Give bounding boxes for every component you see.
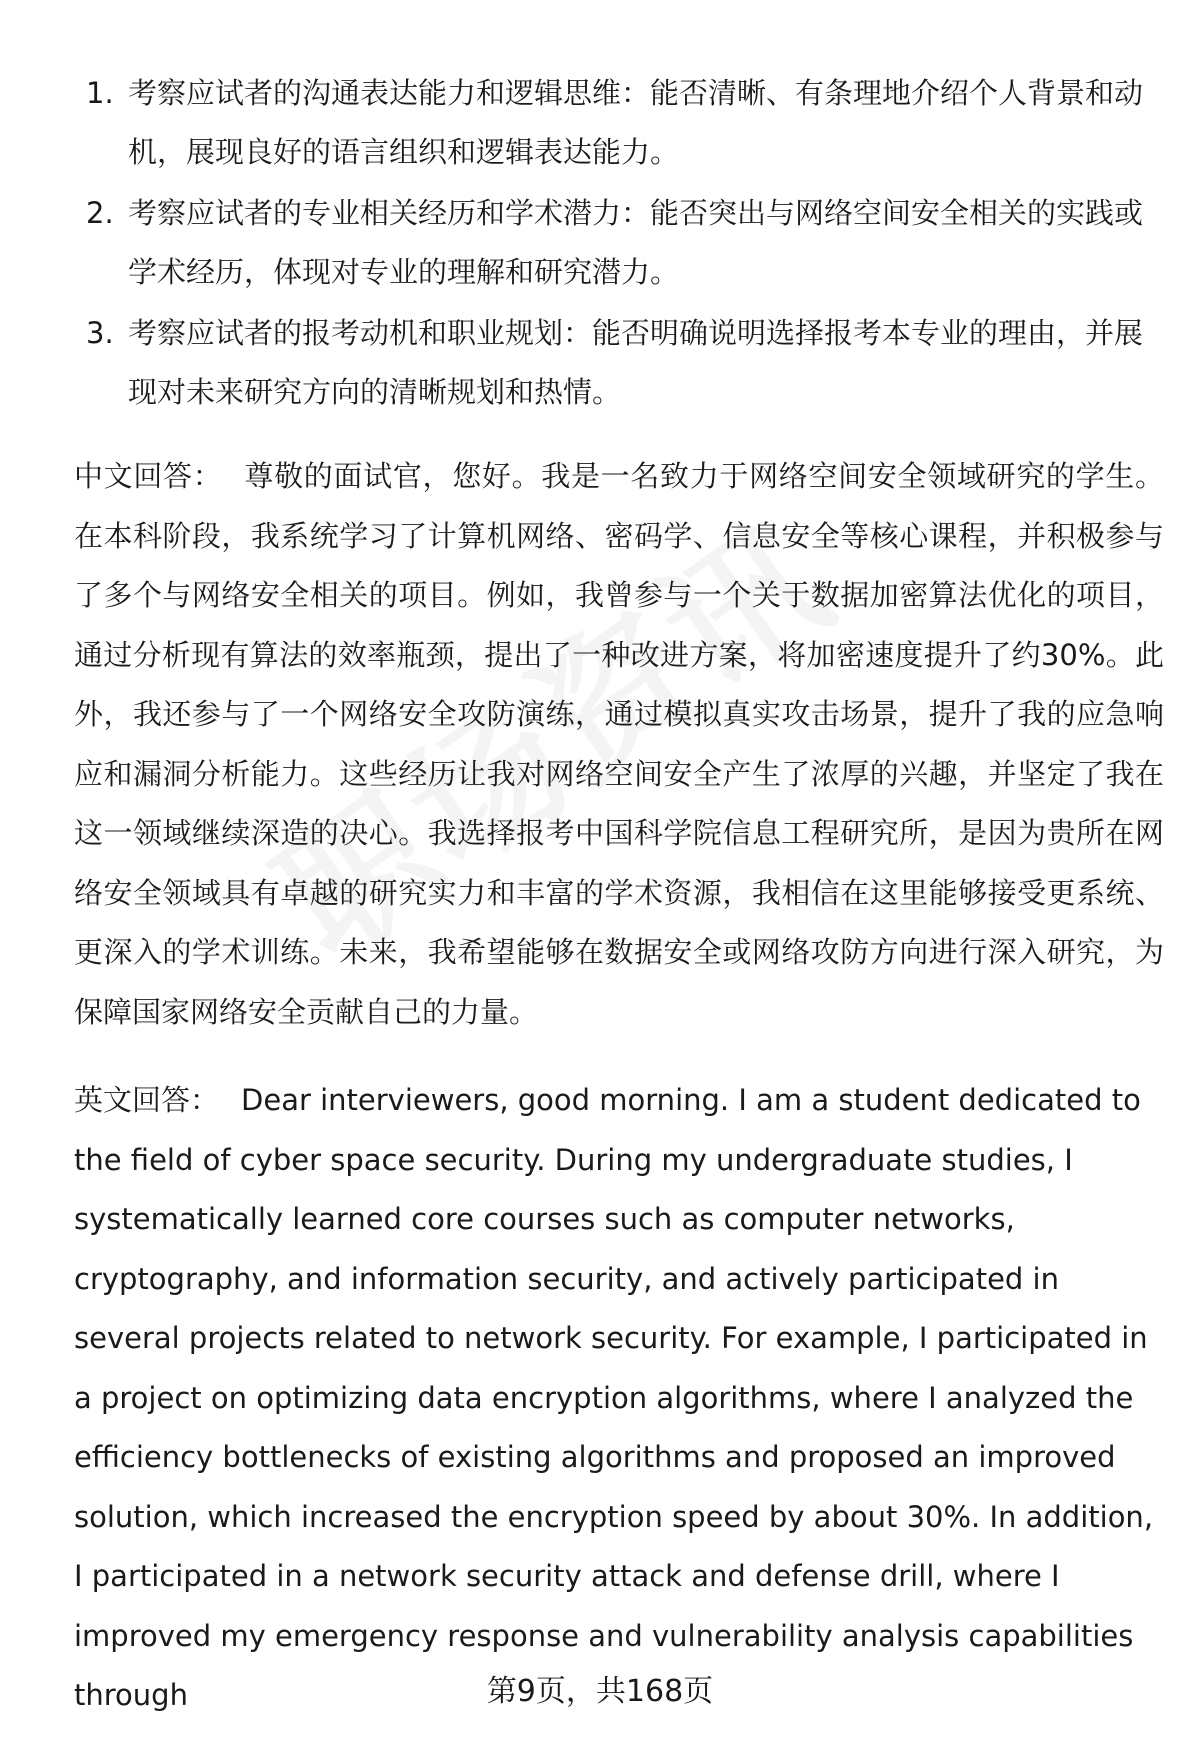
criteria-list [74, 64, 1154, 424]
english-answer-text: Dear interviewers, good morning. I am a student dedicated to the field of cyber space security. During my undergraduate studies, I systematically learned core courses such as computer networks, cryptography, and information security, and actively participated in several projects related to network security. For example, I participated in a project on optimizing data encryption algorithms, where I analyzed the efficiency bottlenecks of existing algorithms and proposed an improved solution, which increased the encryption speed by about 30%. In addition, I participated in a network security attack and defense drill, where I improved my emergency response and vulnerability analysis capabilities through [74, 1083, 1154, 1712]
criteria-number: 3. [86, 316, 114, 350]
criteria-text: 考察应试者的专业相关经历和学术潜力：能否突出与网络空间安全相关的实践或学术经历，体现对专业的理解和研究潜力。 [128, 196, 1144, 289]
criteria-item [74, 64, 1154, 182]
english-answer [74, 1071, 1164, 1726]
criteria-text: 考察应试者的沟通表达能力和逻辑思维：能否清晰、有条理地介绍个人背景和动机，展现良好的语言组织和逻辑表达能力。 [128, 76, 1144, 169]
criteria-number: 1. [86, 76, 114, 110]
criteria-text: 考察应试者的报考动机和职业规划：能否明确说明选择报考本专业的理由，并展现对未来研究方向的清晰规划和热情。 [128, 316, 1144, 409]
criteria-item [74, 304, 1154, 422]
chinese-answer-text: 尊敬的面试官，您好。我是一名致力于网络空间安全领域研究的学生。在本科阶段，我系统学习了计算机网络、密码学、信息安全等核心课程，并积极参与了多个与网络安全相关的项目。例如，我曾参与一个关于数据加密算法优化的项目，通过分析现有算法的效率瓶颈，提出了一种改进方案，将加密速度提升了约30%。此外，我还参与了一个网络安全攻防演练，通过模拟真实攻击场景，提升了我的应急响应和漏洞分析能力。这些经历让我对网络空间安全产生了浓厚的兴趣，并坚定了我在这一领域继续深造的决心。我选择报考中国科学院信息工程研究所，是因为贵所在网络安全领域具有卓越的研究实力和丰富的学术资源，我相信在这里能够接受更系统、更深入的学术训练。未来，我希望能够在数据安全或网络攻防方向进行深入研究，为保障国家网络安全贡献自己的力量。 [74, 459, 1164, 1029]
page-footer: 第9页，共168页 [486, 1674, 714, 1709]
chinese-answer-label: 中文回答： [74, 459, 223, 493]
criteria-number: 2. [86, 196, 114, 230]
chinese-answer [74, 447, 1164, 1042]
criteria-item [74, 184, 1154, 302]
english-answer-label: 英文回答： [74, 1083, 220, 1117]
